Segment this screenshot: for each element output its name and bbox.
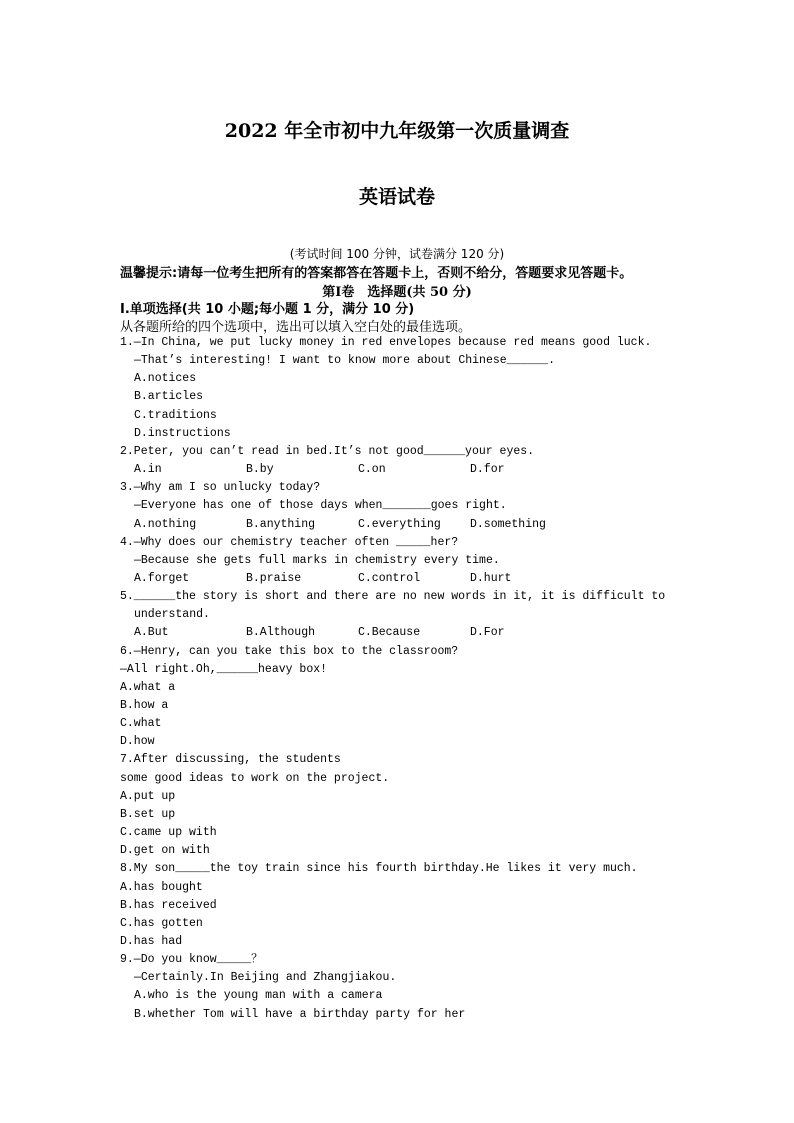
option: A.But — [134, 626, 169, 640]
exam-info: (考试时间 100 分钟，试卷满分 120 分) — [289, 247, 505, 261]
option: C.control — [358, 571, 421, 585]
question-line: A.put up — [120, 789, 176, 803]
question-line: A.has bought — [120, 880, 203, 894]
question-line: A.what a — [120, 680, 176, 694]
question-line: D.instructions — [134, 426, 231, 440]
question-line: —Because she gets full marks in chemistry every time. — [134, 553, 500, 567]
part-title: 第Ⅰ卷 选择题(共 50 分) — [322, 285, 472, 300]
question-line: B.set up — [120, 807, 176, 821]
option: D.hurt — [470, 571, 512, 585]
page-title: 2022 年全市初中九年级第一次质量调查 — [224, 120, 570, 142]
option: A.forget — [134, 571, 190, 585]
question-line: D.how — [120, 735, 155, 749]
question-line: 2.Peter, you can’t read in bed.It’s not good______your eyes. — [120, 444, 535, 458]
option: D.for — [470, 463, 505, 477]
question-line: 5.______the story is short and there are no new words in it, it is difficult to — [120, 590, 666, 604]
question-line: —That’s interesting! I want to know more about Chinese______. — [134, 354, 555, 368]
option: A.in — [134, 463, 162, 477]
option: B.praise — [246, 571, 302, 585]
question-line: 1.—In China, we put lucky money in red envelopes because red means good luck. — [120, 336, 652, 349]
question-line: —Everyone has one of those days when_______goes right. — [134, 499, 507, 513]
section-instruction: 从各题所给的四个选项中，选出可以填入空白处的最佳选项。 — [120, 320, 472, 335]
question-line: C.came up with — [120, 826, 217, 840]
question-line: B.articles — [134, 390, 204, 404]
question-line: C.has gotten — [120, 916, 203, 930]
question-line: A.notices — [134, 372, 197, 386]
question-line: B.has received — [120, 898, 217, 912]
option: A.nothing — [134, 517, 197, 531]
question-line: D.has had — [120, 934, 183, 948]
question-line: —All right.Oh,______heavy box! — [120, 662, 328, 676]
option: B.anything — [246, 517, 316, 531]
option: D.For — [470, 626, 505, 640]
question-line: B.how a — [120, 699, 169, 712]
section-title: Ⅰ.单项选择(共 10 小题;每小题 1 分，满分 10 分) — [120, 302, 415, 317]
question-line: some good ideas to work on the project. — [120, 771, 390, 785]
question-line: C.what — [120, 717, 162, 731]
question-line: —Certainly.In Beijing and Zhangjiakou. — [134, 971, 397, 985]
option: B.Although — [246, 626, 316, 640]
question-line: C.traditions — [134, 408, 217, 422]
question-line: 7.After discussing, the students — [120, 753, 341, 767]
question-line: 3.—Why am I so unlucky today? — [120, 481, 321, 495]
warm-tip: 温馨提示:请每一位考生把所有的答案都答在答题卡上，否则不给分，答题要求见答题卡。 — [120, 266, 633, 281]
page-subtitle: 英语试卷 — [358, 186, 435, 208]
option: C.Because — [358, 626, 421, 640]
option: D.something — [470, 517, 546, 531]
question-line: 9.—Do you know_____？ — [120, 953, 263, 967]
question-line: A.who is the young man with a camera — [134, 989, 383, 1003]
question-line: understand. — [134, 608, 210, 622]
question-line: 6.—Henry, can you take this box to the classroom? — [120, 644, 459, 658]
question-line: B.whether Tom will have a birthday party for her — [134, 1007, 466, 1021]
option: C.everything — [358, 517, 441, 531]
question-line: 4.—Why does our chemistry teacher often _____her? — [120, 535, 459, 549]
option: C.on — [358, 463, 386, 477]
option: B.by — [246, 463, 274, 477]
question-line: D.get on with — [120, 844, 210, 858]
question-line: 8.My son_____the toy train since his fourth birthday.He likes it very much. — [120, 862, 638, 876]
